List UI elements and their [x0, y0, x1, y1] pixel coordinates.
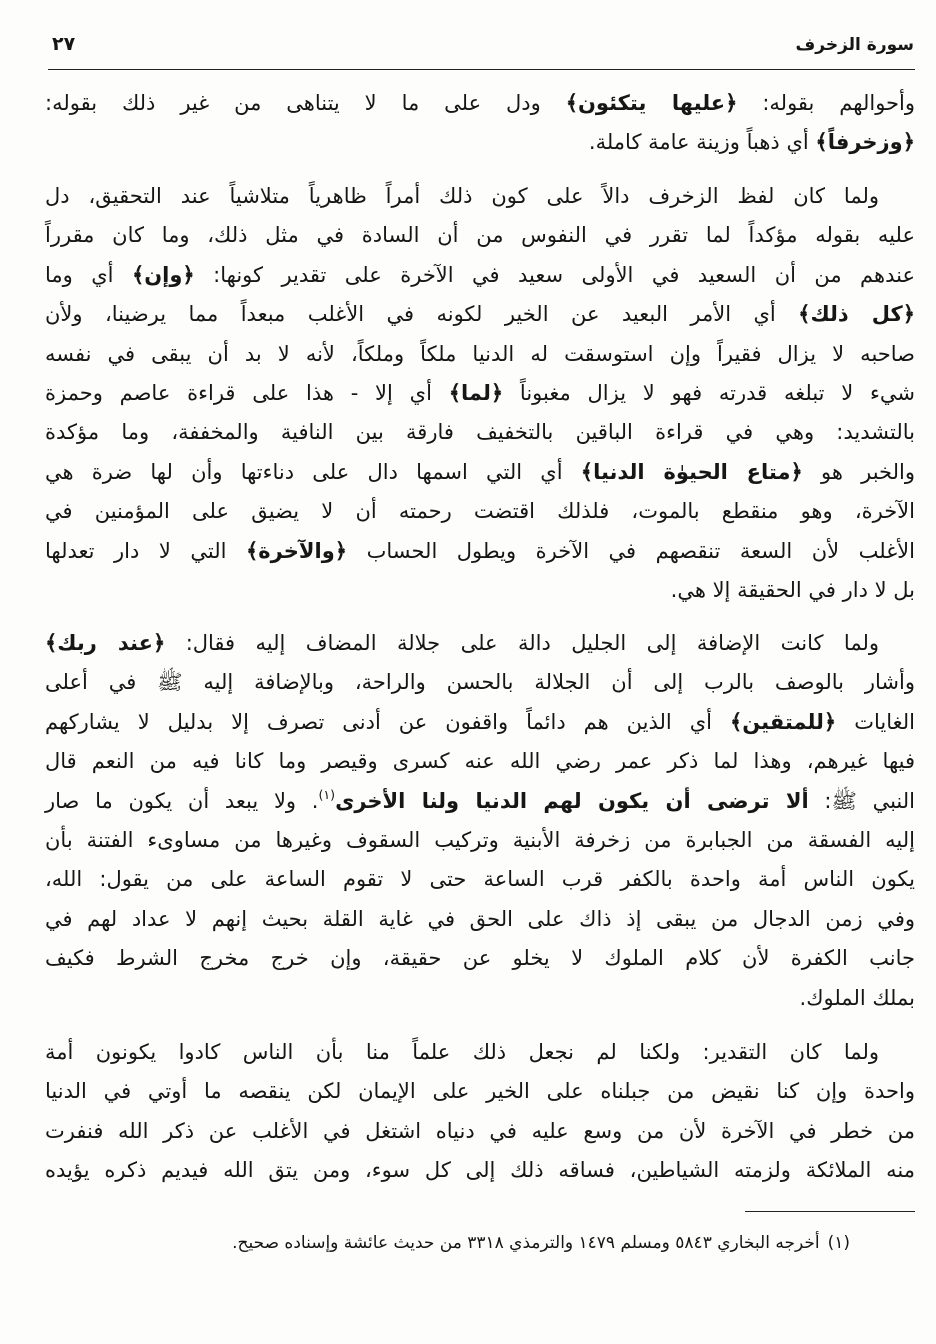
- bold-phrase: ﴿عند ربك﴾: [45, 631, 166, 655]
- text-run: ولما كان لفظ الزخرف دالاً على كون ذلك أمراً ظاهرياً متلاشياً عند التحقيق، دل: [45, 184, 879, 208]
- text-line: [45, 1151, 915, 1190]
- bold-phrase: ﴿وزخرفاً﴾: [815, 130, 915, 155]
- text-line: [45, 177, 915, 216]
- footnote-ref: (١): [318, 786, 336, 802]
- text-line: [45, 295, 915, 334]
- paragraph-4: [45, 1033, 915, 1191]
- text-line: [45, 123, 915, 162]
- text-line: [45, 453, 915, 492]
- footnote-text: أخرجه البخاري ٥٨٤٣ ومسلم ١٤٧٩ والترمذي ٣٣١٨ من حديث عائشة وإسناده صحيح.: [232, 1233, 820, 1253]
- page-number: ٢٧: [52, 33, 76, 55]
- text-run: النبي ﷺ:: [808, 788, 915, 813]
- text-run: بالتشديد: وهي في قراءة الباقين بالتخفيف فارقة بين النافية والمخففة، وما مؤكدة: [45, 420, 915, 445]
- text-line: [45, 979, 915, 1018]
- text-line: [45, 821, 915, 860]
- text-run: أي إلا - هذا على قراءة عاصم وحمزة: [45, 381, 449, 406]
- bold-phrase: ﴿متاع الحيوٰة الدنيا﴾: [580, 459, 803, 484]
- text-run: وأحوالهم بقوله:: [737, 91, 916, 115]
- text-line: [45, 782, 915, 821]
- text-run: ودل على ما لا يتناهى من غير ذلك بقوله:: [45, 91, 566, 115]
- text-line: [45, 492, 915, 531]
- text-run: أي ذهباً وزينة عامة كاملة.: [588, 130, 816, 155]
- bold-phrase: ﴿للمتقين﴾: [729, 709, 837, 734]
- text-run: الغايات: [836, 709, 915, 734]
- text-run: عليه بقوله مؤكداً لما تقرر في النفوس من أن السادة في مثل ذلك، وما كان مقرراً: [45, 223, 915, 248]
- text-line: [45, 413, 915, 452]
- paragraph-1: [45, 84, 915, 163]
- text-run: وأشار بالوصف بالرب إلى أن الجلالة بالحسن والراحة، وبالإضافة إليه ﷺ في أعلى: [45, 670, 915, 695]
- bold-phrase: ﴿كل ذلك﴾: [798, 302, 915, 327]
- footnote-marker: (١): [827, 1233, 850, 1253]
- text-run: إليه الفسقة من الجبابرة من زخرفة الأبنية وتركيب السقوف وغيرها من مساوىء الفتنة بأن: [45, 828, 915, 853]
- footnote: [40, 1230, 850, 1256]
- text-run: من خطر في الآخرة لأن من وسع عليه في دنياه اشتغل في الأغلب عن ذكر الله فنفرت: [45, 1118, 915, 1143]
- text-run: أي وما: [45, 262, 132, 287]
- bold-phrase: ﴿والآخرة﴾: [245, 538, 348, 563]
- text-line: [45, 571, 915, 610]
- text-run: الآخرة، وهو منقطع بالموت، فلذلك اقتضت رحمته أن لا يضيق على المؤمنين في: [45, 499, 915, 524]
- text-line: [45, 742, 915, 781]
- text-run: صاحبه لا يزال فقيراً وإن استوسقت له الدنيا ملكاً وملكاً، لأنه لا بد أن يبقى في نفسه: [45, 341, 915, 366]
- text-run: أي التي اسمها دال على دناءتها وأن لها ضرة هي: [45, 459, 581, 484]
- text-line: [45, 1112, 915, 1151]
- text-run: بل لا دار في الحقيقة إلا هي.: [670, 578, 915, 603]
- text-line: [45, 532, 915, 571]
- text-run: أي الذين هم دائماً واقفون عن أدنى تصرف إلا بدليل لا يشاركهم: [45, 709, 730, 734]
- text-line: [45, 860, 915, 899]
- text-run: منه الملائكة ولزمته الشياطين، فساقه ذلك إلى كل سوء، ومن يتق الله فيديم ذكره يؤيده: [45, 1158, 915, 1183]
- footnote-divider: [745, 1211, 915, 1212]
- text-line: [45, 1072, 915, 1111]
- text-line: [45, 939, 915, 978]
- text-run: جانب الكفرة لأن كلام الملوك لا يخلو عن حقيقة، وإن خرج مخرج الشرط فكيف: [45, 946, 915, 971]
- text-line: [45, 374, 915, 413]
- bold-phrase: ﴿عليها يتكئون﴾: [565, 91, 738, 115]
- text-line: [45, 703, 915, 742]
- bold-phrase: ﴿لما﴾: [448, 381, 504, 406]
- text-run: عندهم من أن السعيد في الأولى سعيد في الآخرة على تقدير كونها:: [194, 262, 915, 287]
- text-run: بملك الملوك.: [799, 985, 915, 1010]
- text-run: ولما كان التقدير: ولكنا لم نجعل ذلك علماً منا بأن الناس كادوا يكونون أمة: [45, 1040, 879, 1064]
- text-run: يكون الناس أمة واحدة بالكفر قرب الساعة حتى لا تقوم الساعة على من يقول: الله،: [45, 867, 915, 892]
- text-run: ولما كانت الإضافة إلى الجليل دالة على جلالة المضاف إليه فقال:: [165, 631, 879, 655]
- text-line: [45, 663, 915, 702]
- text-line: [45, 216, 915, 255]
- text-run: أي الأمر البعيد عن الخير لكونه في الأغلب مبعداً مما يرضينا، ولأن: [45, 302, 799, 327]
- text-run: واحدة وإن كنا نقيض من جبلناه على الخير على الإيمان لكن ينقصه ما أوتي في الدنيا: [45, 1079, 915, 1104]
- text-run: . ولا يبعد أن يكون ما صار: [45, 788, 319, 813]
- text-run: والخبر هو: [802, 459, 915, 484]
- text-run: فيها غيرهم، وهذا لما ذكر عمر رضي الله عنه كسرى وقيصر وما كانا فيه من النعم قال: [45, 749, 915, 774]
- text-run: التي لا دار تعدلها: [45, 538, 246, 563]
- header-divider: [48, 69, 915, 70]
- text-run: وفي زمن الدجال من يبقى إذ ذاك على الحق في غاية القلة بحيث إنهم لا عداد لهم في: [45, 906, 915, 931]
- text-line: [45, 256, 915, 295]
- paragraph-3: [45, 624, 915, 1018]
- text-line: [45, 624, 915, 663]
- running-header-surah-title: سورة الزخرف: [795, 35, 914, 55]
- text-line: [45, 335, 915, 374]
- text-line: [45, 84, 915, 123]
- bold-phrase: ﴿وإن﴾: [131, 262, 195, 287]
- bold-phrase: ألا ترضى أن يكون لهم الدنيا ولنا الأخرى: [335, 788, 809, 813]
- text-line: [45, 900, 915, 939]
- text-run: الأغلب لأن السعة تنقصهم في الآخرة ويطول الحساب: [347, 538, 915, 563]
- text-line: [45, 1033, 915, 1072]
- text-run: شيء لا تبلغه قدرته فهو لا يزال مغبوناً: [503, 381, 915, 406]
- paragraph-2: [45, 177, 915, 610]
